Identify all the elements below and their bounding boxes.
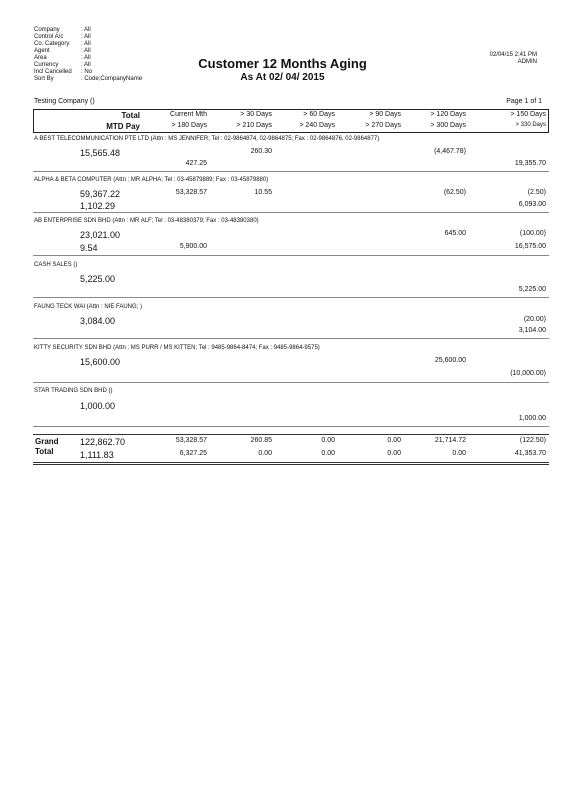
filter-value: : All [81,41,91,47]
aging-value: 23,021.00 [80,230,121,240]
aging-value: 59,367.22 [80,189,121,199]
header-cell: Current Mth [170,111,207,118]
report-as-at: As At 02/ 04/ 2015 [240,72,325,83]
filter-value: : No [81,69,93,75]
grand-total-value: 0.00 [321,450,335,457]
grand-total-value: 1,111.83 [80,450,114,460]
header-cell: > 180 Days [171,122,207,129]
aging-value: (20.00) [523,316,546,323]
header-cell: > 270 Days [365,122,401,129]
aging-value: 5,225.00 [80,274,116,284]
aging-value: (62.50) [443,189,466,196]
aging-value: (100.00) [519,230,546,237]
filter-row [34,27,142,34]
header-cell: > 120 Days [430,111,466,118]
filter-value: : All [81,62,91,68]
aging-value: 15,600.00 [80,357,121,367]
customer-divider [33,382,549,383]
grand-total-value: 53,328.57 [175,437,207,444]
grand-total-underline-2 [33,464,549,465]
filter-value: : All [81,55,91,61]
grand-total-value: 260.85 [250,437,272,444]
aging-value: (2.50) [527,189,546,196]
customer-divider [33,338,549,339]
filter-value: : All [81,34,91,40]
grand-total-value: 0.00 [258,450,272,457]
aging-value: (10,000.00) [510,370,546,377]
header-cell: > 240 Days [299,122,335,129]
filter-label: Currency [34,62,59,68]
grand-total-label [35,437,59,457]
grand-total-value: 0.00 [321,437,335,444]
customer-divider [33,171,549,172]
grand-total-value: 6,327.25 [179,450,207,457]
header-cell: > 30 Days [240,111,272,118]
aging-value: 19,355.70 [514,160,546,167]
aging-value: 16,575.00 [514,243,546,250]
aging-value: 260.30 [250,148,272,155]
aging-value: 1,102.29 [80,201,116,211]
grand-total-value: 0.00 [387,450,401,457]
filter-label: Company [34,27,60,33]
aging-value: 9.54 [80,243,98,253]
print-user: ADMIN [517,59,537,65]
customer-divider [33,297,549,298]
filter-label: Co. Category [34,41,70,47]
grand-total-underline-1 [33,462,549,463]
header-cell: > 330 Days [515,122,546,128]
aging-value: 53,328.57 [175,189,207,196]
aging-value: 3,084.00 [80,316,116,326]
filter-row [34,48,142,55]
customer-divider [33,426,549,427]
customer-name: A BEST TELECOMMUNICATION PTE LTD (Attn : MS JENNIFER; Tel : 02-9864874, 02-9864875; Fax : 02-9864876, 02-9864877) [34,136,380,142]
grand-label-2: Total [35,447,54,456]
aging-value: 5,225.00 [518,286,546,293]
filter-label: Sort By [34,76,54,82]
customer-name: STAR TRADING SDN BHD () [34,388,113,394]
header-cell: > 150 Days [510,111,546,118]
grand-total-value: 0.00 [452,450,466,457]
filter-label: Incl Cancelled [34,69,72,75]
aging-value: 5,900.00 [179,243,207,250]
header-cell: > 300 Days [430,122,466,129]
filter-label: Agent [34,48,50,54]
grand-total-value: 41,353.70 [514,450,546,457]
header-cell: > 60 Days [303,111,335,118]
filter-label: Area [34,55,47,61]
grand-total-value: 0.00 [387,437,401,444]
customer-divider [33,255,549,256]
print-datetime: 02/04/15 2:41 PM [489,52,537,58]
report-title: Customer 12 Months Aging [198,56,367,71]
aging-value: 1,000.00 [518,415,546,422]
page-number: Page 1 of 1 [506,98,542,105]
company-name: Testing Company () [34,98,95,105]
grand-total-value: 122,862.70 [80,437,126,447]
grand-total-divider [33,434,549,435]
grand-label-1: Grand [35,437,59,446]
customer-name: ALPHA & BETA COMPUTER (Attn : MR ALPHA; Tel : 03-45879889; Fax : 03-45879880) [34,177,269,183]
grand-total-value: (122.50) [519,437,546,444]
customer-name: KITTY SECURITY SDN BHD (Attn : MS PURR / MS KITTEN; Tel : 9485-9864-8474; Fax : 9485-9864-9575) [34,345,320,351]
aging-value: 1,000.00 [80,401,116,411]
grand-total-value: 21,714.72 [434,437,466,444]
header-cell: Total [121,111,140,120]
header-cell: > 90 Days [369,111,401,118]
filter-value: : All [81,27,91,33]
aging-value: 427.25 [185,160,207,167]
filter-row [34,41,142,48]
customer-name: FAUNG TECK WAI (Attn : NIE FAUNG; ) [34,304,143,310]
filter-label: Control A/c [34,34,64,40]
aging-value: 25,600.00 [434,357,466,364]
aging-value: 3,104.00 [518,327,546,334]
customer-name: AB ENTERPRISE SDN BHD (Attn : MR ALF; Tel : 03-48380379; Fax : 03-48380380) [34,218,259,224]
customer-divider [33,212,549,213]
filter-value: : Code;CompanyName [81,76,143,82]
header-cell: > 210 Days [236,122,272,129]
filter-row [34,34,142,41]
filter-value: : All [81,48,91,54]
aging-value: 10.55 [254,189,272,196]
aging-value: 645.00 [444,230,466,237]
aging-value: (4,467.78) [434,148,466,155]
customer-name: CASH SALES () [34,262,78,268]
header-cell: MTD Pay [106,122,140,131]
aging-value: 6,093.00 [518,201,546,208]
aging-value: 15,565.48 [80,148,121,158]
